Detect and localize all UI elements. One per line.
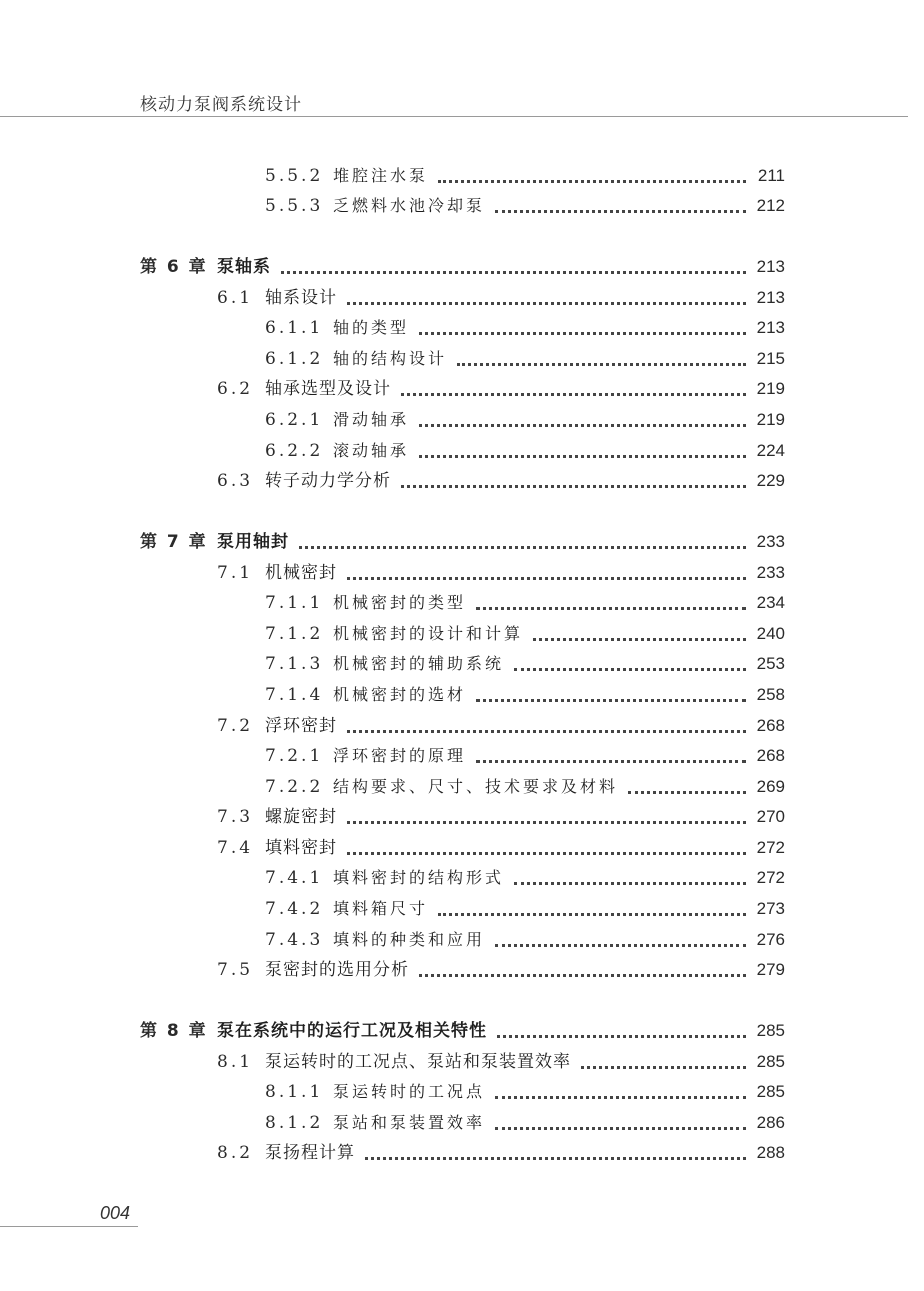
toc-entry-number: 7.4.1: [265, 868, 324, 888]
toc-entry: [0, 1080, 924, 1104]
toc-entry-page: 286: [756, 1113, 785, 1132]
toc-entry-title: 填料箱尺寸: [333, 897, 436, 921]
dot-leader: [299, 546, 746, 549]
toc-entry-title: 机械密封的选材: [333, 683, 474, 707]
toc-entry-page: 215: [756, 349, 785, 368]
toc-entry: [0, 744, 924, 768]
toc-entry-page: 272: [756, 868, 785, 887]
toc-entry-title: 乏燃料水池冷却泵: [333, 194, 493, 218]
toc-entry-page: 272: [756, 838, 785, 857]
toc-entry-title: 滚动轴承: [333, 439, 417, 463]
toc-entry-number: 7.2: [217, 716, 254, 736]
toc-entry-title: 轴的类型: [333, 316, 417, 340]
toc-entry-page: 285: [756, 1021, 785, 1040]
dot-leader: [419, 455, 746, 458]
toc-entry-page: 234: [756, 593, 785, 612]
toc-entry-title: 填料密封: [265, 836, 345, 860]
toc-entry: [0, 530, 924, 554]
dot-leader: [495, 210, 746, 213]
toc-entry: [0, 316, 924, 340]
toc-entry-title: 机械密封的类型: [333, 591, 474, 615]
toc-entry-number: 8.2: [217, 1143, 254, 1163]
toc-entry-page: 276: [756, 930, 785, 949]
toc-entry: [0, 805, 924, 829]
toc-entry-title: 机械密封: [265, 561, 345, 585]
dot-leader: [457, 363, 746, 366]
toc-entry-page: 219: [756, 410, 785, 429]
toc-entry-number: 7.1.4: [265, 685, 324, 705]
toc-entry-title: 浮环密封的原理: [333, 744, 474, 768]
dot-leader: [401, 485, 746, 488]
toc-entry-number: 6.2: [217, 379, 254, 399]
toc-entry-number: 6.2.2: [265, 441, 324, 461]
toc-entry-number: 7.5: [217, 960, 254, 980]
toc-entry-page: 213: [756, 318, 785, 337]
toc-entry: [0, 775, 924, 799]
dot-leader: [347, 302, 746, 305]
dot-leader: [514, 668, 746, 671]
toc-entry-page: 224: [756, 441, 785, 460]
toc-entry-number: 7.4: [217, 838, 254, 858]
toc-entry: [0, 377, 924, 401]
toc-entry-page: 212: [756, 196, 785, 215]
toc-entry-title: 机械密封的设计和计算: [333, 622, 531, 646]
toc-entry-number: 6.1.1: [265, 318, 324, 338]
dot-leader: [514, 882, 746, 885]
toc-entry-title: 泵用轴封: [217, 530, 297, 554]
toc-entry-page: 288: [756, 1143, 785, 1162]
toc-entry-page: 285: [756, 1082, 785, 1101]
toc-entry: [0, 714, 924, 738]
toc-entry-page: 270: [756, 807, 785, 826]
dot-leader: [533, 638, 746, 641]
dot-leader: [347, 577, 746, 580]
toc-entry-title: 泵密封的选用分析: [265, 958, 417, 982]
toc-entry: [0, 1111, 924, 1135]
toc-entry-title: 泵扬程计算: [265, 1141, 363, 1165]
toc-entry-number: 6.1.2: [265, 349, 324, 369]
toc-entry-number: 第 7 章: [140, 532, 207, 552]
dot-leader: [419, 974, 746, 977]
toc-entry-title: 填料的种类和应用: [333, 928, 493, 952]
toc-entry-title: 泵运转时的工况点: [333, 1080, 493, 1104]
dot-leader: [495, 1096, 746, 1099]
running-head-title: 核动力泵阀系统设计: [140, 95, 302, 115]
toc-entry-page: 269: [756, 777, 785, 796]
toc-entry-page: 219: [756, 379, 785, 398]
toc-entry-title: 泵站和泵装置效率: [333, 1111, 493, 1135]
toc-entry-number: 5.5.2: [265, 166, 324, 186]
toc-entry-title: 轴承选型及设计: [265, 377, 399, 401]
toc-entry: [0, 286, 924, 310]
page-number: 004: [100, 1203, 131, 1223]
toc-entry-title: 转子动力学分析: [265, 469, 399, 493]
toc-entry-number: 8.1.2: [265, 1113, 324, 1133]
dot-leader: [476, 699, 746, 702]
dot-leader: [581, 1066, 746, 1069]
dot-leader: [476, 760, 746, 763]
toc-entry: [0, 591, 924, 615]
footer-rule: [0, 1226, 138, 1227]
dot-leader: [419, 424, 746, 427]
dot-leader: [438, 180, 746, 183]
toc-entry: [0, 928, 924, 952]
toc-entry-page: 213: [756, 257, 785, 276]
toc-entry-number: 8.1.1: [265, 1082, 324, 1102]
toc-entry-number: 7.3: [217, 807, 254, 827]
toc-entry-page: 279: [756, 960, 785, 979]
toc-entry: [0, 408, 924, 432]
toc-entry-title: 泵轴系: [217, 255, 279, 279]
toc-entry-page: 285: [756, 1052, 785, 1071]
toc-entry-number: 7.4.2: [265, 899, 324, 919]
toc-entry: [0, 1050, 924, 1074]
toc-entry-title: 轴系设计: [265, 286, 345, 310]
toc-entry-number: 7.1: [217, 563, 254, 583]
toc-entry: [0, 652, 924, 676]
dot-leader: [347, 730, 746, 733]
toc-entry-page: 213: [756, 288, 785, 307]
toc-entry: [0, 164, 924, 188]
toc-entry-title: 堆腔注水泵: [333, 164, 436, 188]
toc-entry-page: 268: [756, 746, 785, 765]
toc-entry-title: 轴的结构设计: [333, 347, 455, 371]
dot-leader: [347, 821, 746, 824]
toc-entry-number: 5.5.3: [265, 196, 324, 216]
toc-entry-number: 7.4.3: [265, 930, 324, 950]
toc-entry: [0, 836, 924, 860]
toc-entry-page: 233: [756, 532, 785, 551]
toc-entry-number: 7.2.2: [265, 777, 324, 797]
toc-entry-title: 浮环密封: [265, 714, 345, 738]
toc-entry: [0, 1141, 924, 1165]
toc-entry: [0, 897, 924, 921]
toc-entry-page: 229: [756, 471, 785, 490]
toc-entry-page: 273: [756, 899, 785, 918]
toc-entry: [0, 561, 924, 585]
toc-entry-page: 211: [757, 166, 785, 185]
dot-leader: [476, 607, 746, 610]
toc-entry-page: 253: [756, 654, 785, 673]
toc-entry-title: 螺旋密封: [265, 805, 345, 829]
dot-leader: [495, 944, 746, 947]
toc-entry-number: 6.3: [217, 471, 254, 491]
toc-entry-title: 泵运转时的工况点、泵站和泵装置效率: [265, 1050, 579, 1074]
toc-entry-number: 6.2.1: [265, 410, 324, 430]
dot-leader: [495, 1127, 746, 1130]
toc-entry: [0, 255, 924, 279]
toc-entry-title: 泵在系统中的运行工况及相关特性: [217, 1019, 495, 1043]
toc-entry-number: 7.1.3: [265, 654, 324, 674]
toc-entry: [0, 958, 924, 982]
toc-entry-title: 机械密封的辅助系统: [333, 652, 512, 676]
toc-entry-number: 第 8 章: [140, 1021, 207, 1041]
toc-entry: [0, 1019, 924, 1043]
toc-entry-page: 240: [756, 624, 785, 643]
toc-entry-page: 233: [756, 563, 785, 582]
toc-entry: [0, 866, 924, 890]
dot-leader: [628, 791, 746, 794]
toc-entry-page: 268: [756, 716, 785, 735]
toc-entry-page: 258: [756, 685, 785, 704]
dot-leader: [281, 271, 746, 274]
toc-entry-number: 7.1.1: [265, 593, 324, 613]
toc-entry: [0, 469, 924, 493]
toc-entry-number: 8.1: [217, 1052, 254, 1072]
toc-entry: [0, 194, 924, 218]
dot-leader: [419, 332, 746, 335]
dot-leader: [438, 913, 746, 916]
dot-leader: [401, 393, 746, 396]
toc-entry: [0, 622, 924, 646]
toc-entry: [0, 683, 924, 707]
toc-entry-title: 填料密封的结构形式: [333, 866, 512, 890]
toc-entry-number: 7.1.2: [265, 624, 324, 644]
toc-entry-number: 第 6 章: [140, 257, 207, 277]
dot-leader: [347, 852, 746, 855]
toc-entry-number: 6.1: [217, 288, 254, 308]
toc-entry-number: 7.2.1: [265, 746, 324, 766]
toc-entry-title: 滑动轴承: [333, 408, 417, 432]
toc-entry-title: 结构要求、尺寸、技术要求及材料: [333, 775, 626, 799]
dot-leader: [497, 1035, 746, 1038]
dot-leader: [365, 1157, 746, 1160]
toc-entry: [0, 439, 924, 463]
toc-entry: [0, 347, 924, 371]
